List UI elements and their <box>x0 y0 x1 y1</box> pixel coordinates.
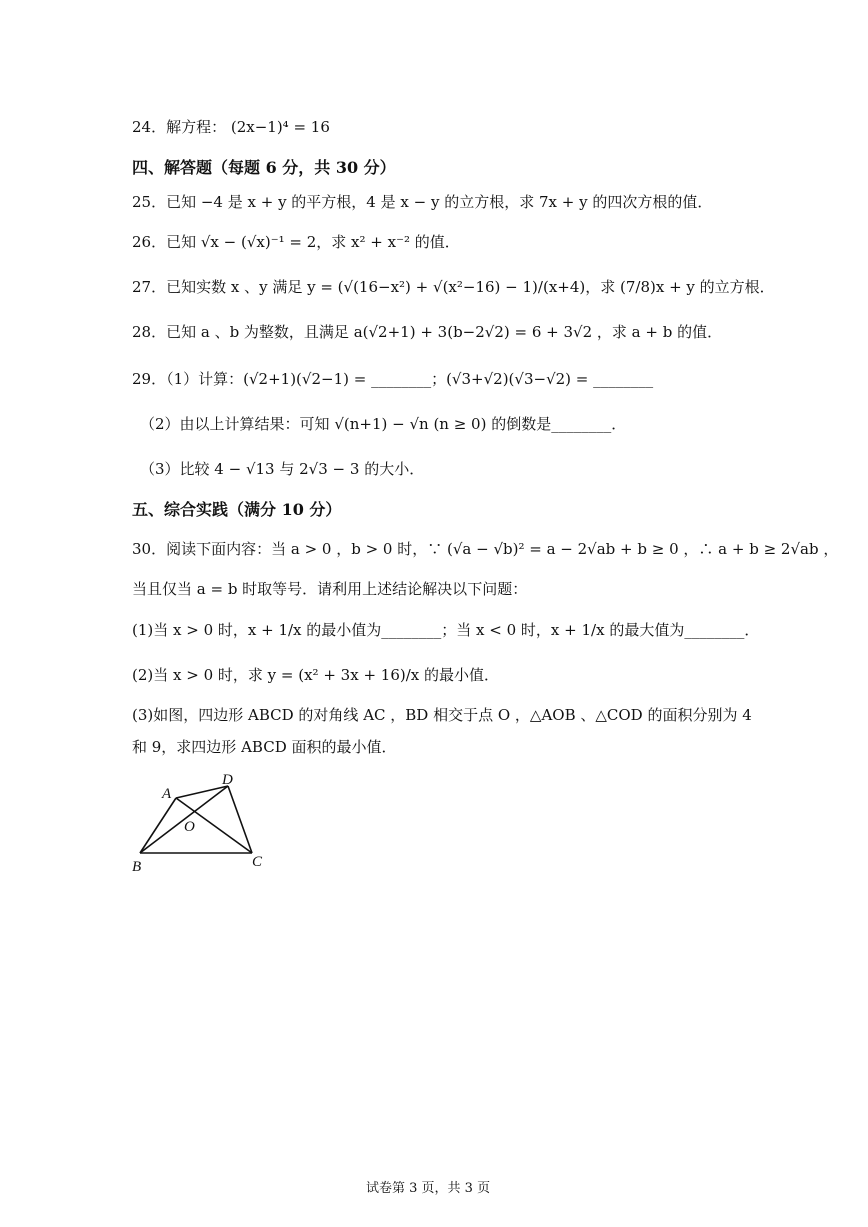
vertex-label-d: D <box>222 772 233 788</box>
question-29-part-2: （2）由以上计算结果：可知 √(n+1) − √n (n ≥ 0) 的倒数是________． <box>140 415 627 433</box>
section-heading-5: 五、综合实践（满分 10 分） <box>132 500 342 519</box>
question-30-part-3-line-2: 和 9，求四边形 ABCD 面积的最小值． <box>132 738 397 756</box>
page-footer: 试卷第 3 页，共 3 页 <box>366 1181 491 1196</box>
intersection-label-o: O <box>184 819 195 835</box>
question-24: 24．解方程： (2x−1)⁴ = 16 <box>132 118 330 136</box>
side-dc <box>228 786 252 853</box>
question-30-part-3-line-1: (3)如图，四边形 ABCD 的对角线 AC ，BD 相交于点 O ，△AOB 、△COD 的面积分别为 4 <box>132 706 752 724</box>
question-26: 26．已知 √x − (√x)⁻¹ = 2，求 x² + x⁻² 的值． <box>132 233 460 251</box>
question-30-intro-line-2: 当且仅当 a = b 时取等号．请利用上述结论解决以下问题： <box>132 580 528 598</box>
vertex-label-c: C <box>252 854 263 870</box>
question-25: 25．已知 −4 是 x + y 的平方根，4 是 x − y 的立方根，求 7x + y 的四次方根的值． <box>132 193 713 211</box>
vertex-label-a: A <box>162 786 172 802</box>
question-30-part-1: (1)当 x > 0 时，x + 1/x 的最小值为________；当 x < 0 时，x + 1/x 的最大值为________． <box>132 621 760 639</box>
question-30-intro-line-1: 30．阅读下面内容：当 a > 0 ，b > 0 时，∵ (√a − √b)² = a − 2√ab + b ≥ 0 ，∴ a + b ≥ 2√ab ， <box>132 540 839 558</box>
quadrilateral-abcd-figure <box>128 768 278 880</box>
section-heading-4: 四、解答题（每题 6 分，共 30 分） <box>132 158 396 177</box>
question-27: 27．已知实数 x 、y 满足 y = (√(16−x²) + √(x²−16) − 1)/(x+4)，求 (7/8)x + y 的立方根． <box>132 278 775 296</box>
question-28: 28．已知 a 、b 为整数，且满足 a(√2+1) + 3(b−2√2) = 6 + 3√2 ，求 a + b 的值． <box>132 323 723 341</box>
question-30-part-2: (2)当 x > 0 时，求 y = (x² + 3x + 16)/x 的最小值． <box>132 666 499 684</box>
question-29-part-3: （3）比较 4 − √13 与 2√3 − 3 的大小． <box>140 460 425 478</box>
vertex-label-b: B <box>132 859 142 875</box>
side-ba <box>140 798 176 853</box>
question-29-part-1: 29．（1）计算：(√2+1)(√2−1) = ________；(√3+√2)(√3−√2) = ________ <box>132 370 654 388</box>
